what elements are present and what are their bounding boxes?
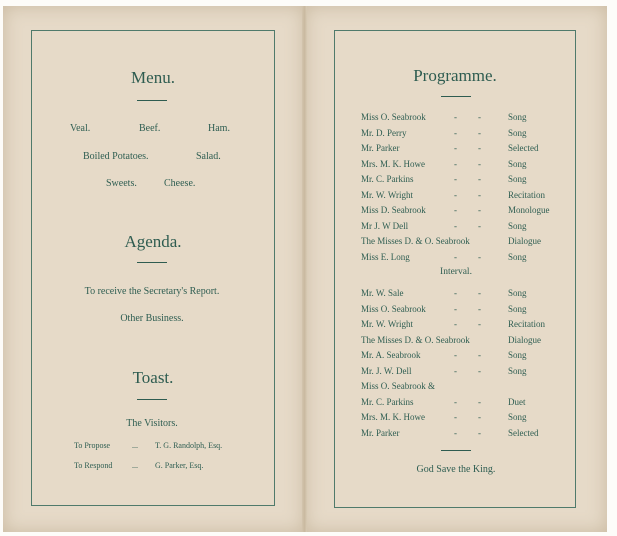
toast-respond-dots: ... [132,461,138,470]
toast-title: Toast. [132,368,174,387]
programme-row [361,221,571,236]
programme-row [361,350,571,365]
performance-type: Song [508,251,527,262]
performer-name: Mr. Parker [361,143,400,153]
programme-title: Programme. [413,66,497,85]
dash-separator: - [478,127,481,138]
performer-name: Mr. A. Seabrook [361,350,421,360]
performer-name: Mrs. M. K. Howe [361,412,425,422]
programme-row [361,304,571,319]
performer-name: Mr J. W Dell [361,220,409,231]
dash-separator: - [478,365,481,376]
programme-row [361,288,571,303]
left-border-frame [31,30,275,506]
dash-separator: - [478,143,481,153]
performer-name: Miss O. Seabrook [361,112,426,122]
performance-type: Song [508,350,527,360]
performer-name: Mr. Parker [361,427,400,438]
performance-type: Selected [508,143,539,153]
menu-item-beef: Beef. [139,123,161,134]
agenda-item-other-business: Other Business. [120,313,184,324]
toast-rule [137,399,167,400]
performer-name: The Misses D. & O. Seabrook [361,236,470,246]
agenda-title: Agenda. [124,232,182,251]
programme-row [361,174,571,189]
dash-separator: - [454,220,457,231]
performance-type: Dialogue [508,334,541,345]
dash-separator: - [454,158,457,169]
programme-closing: God Save the King. [416,464,496,475]
dash-separator: - [478,303,481,314]
dash-separator: - [478,251,481,262]
programme-row [361,143,571,158]
performance-type: Song [508,288,527,298]
menu-title: Menu. [131,68,175,87]
programme-row [361,190,571,205]
programme-row [361,428,571,443]
performance-type: Song [508,303,527,314]
dash-separator: - [454,303,457,314]
menu-item-boiled-potatoes: Boiled Potatoes. [83,151,149,162]
programme-rule [441,96,471,97]
programme-row [361,112,571,127]
toast-propose-dots: ... [132,441,138,450]
page-fold [302,6,307,532]
performer-name: Miss O. Seabrook [361,303,426,314]
menu-item-veal: Veal. [70,123,91,134]
dash-separator: - [478,220,481,231]
dash-separator: - [478,396,481,407]
performer-name: Mr. J. W. Dell [361,365,412,376]
menu-item-ham: Ham. [208,123,230,134]
dash-separator: - [478,189,481,200]
performer-name: Miss E. Long [361,251,410,262]
menu-item-salad: Salad. [196,151,221,162]
dash-separator: - [454,127,457,138]
dash-separator: - [454,251,457,262]
performer-name: Mr. C. Parkins [361,396,414,407]
programme-row [361,335,571,350]
dash-separator: - [454,112,457,122]
programme-row [361,252,571,267]
dash-separator: - [454,174,457,184]
dash-separator: - [478,350,481,360]
performer-name: Mr. C. Parkins [361,174,414,184]
performance-type: Song [508,220,527,231]
dash-separator: - [454,427,457,438]
performance-type: Song [508,112,527,122]
agenda-item-report: To receive the Secretary's Report. [84,286,220,297]
performance-type: Recitation [508,319,545,329]
performer-name: Miss D. Seabrook [361,205,426,215]
performance-type: Dialogue [508,236,541,246]
programme-row [361,366,571,381]
programme-interval: Interval. [440,267,472,277]
dash-separator: - [454,412,457,422]
performance-type: Song [508,127,527,138]
performance-type: Song [508,412,527,422]
agenda-rule [137,262,167,263]
toast-propose-label: To Propose [74,441,111,450]
menu-item-cheese: Cheese. [164,178,196,189]
performance-type: Recitation [508,189,545,200]
dash-separator: - [478,205,481,215]
dash-separator: - [454,205,457,215]
performer-name: Mr. W. Wright [361,319,413,329]
programme-row [361,381,571,396]
performer-name: Mr. W. Sale [361,288,404,298]
dash-separator: - [454,189,457,200]
dash-separator: - [454,143,457,153]
performance-type: Song [508,174,527,184]
performance-type: Song [508,158,527,169]
dash-separator: - [478,288,481,298]
programme-row [361,319,571,334]
performance-type: Monologue [508,205,550,215]
programme-row [361,128,571,143]
performer-name: Mr. W. Wright [361,189,413,200]
dash-separator: - [478,412,481,422]
dash-separator: - [478,319,481,329]
toast-propose-name: T. G. Randolph, Esq. [155,441,223,450]
performer-name: The Misses D. & O. Seabrook [361,334,470,345]
menu-rule [137,100,167,101]
programme-row [361,412,571,427]
programme-row [361,159,571,174]
performer-name: Mr. D. Perry [361,127,407,138]
toast-subject: The Visitors. [126,418,178,429]
dash-separator: - [478,158,481,169]
toast-respond-name: G. Parker, Esq. [155,461,204,470]
dash-separator: - [454,396,457,407]
dash-separator: - [478,427,481,438]
performance-type: Duet [508,396,526,407]
closing-rule [441,450,471,451]
programme-row [361,205,571,220]
dash-separator: - [478,112,481,122]
menu-item-sweets: Sweets. [106,178,137,189]
dash-separator: - [454,350,457,360]
performer-name: Miss O. Seabrook & [361,381,435,391]
toast-respond-label: To Respond [74,461,113,470]
performance-type: Selected [508,427,539,438]
performer-name: Mrs. M. K. Howe [361,158,425,169]
dash-separator: - [454,365,457,376]
dash-separator: - [478,174,481,184]
dash-separator: - [454,288,457,298]
programme-row [361,236,571,251]
performance-type: Song [508,365,527,376]
programme-row [361,397,571,412]
dash-separator: - [454,319,457,329]
